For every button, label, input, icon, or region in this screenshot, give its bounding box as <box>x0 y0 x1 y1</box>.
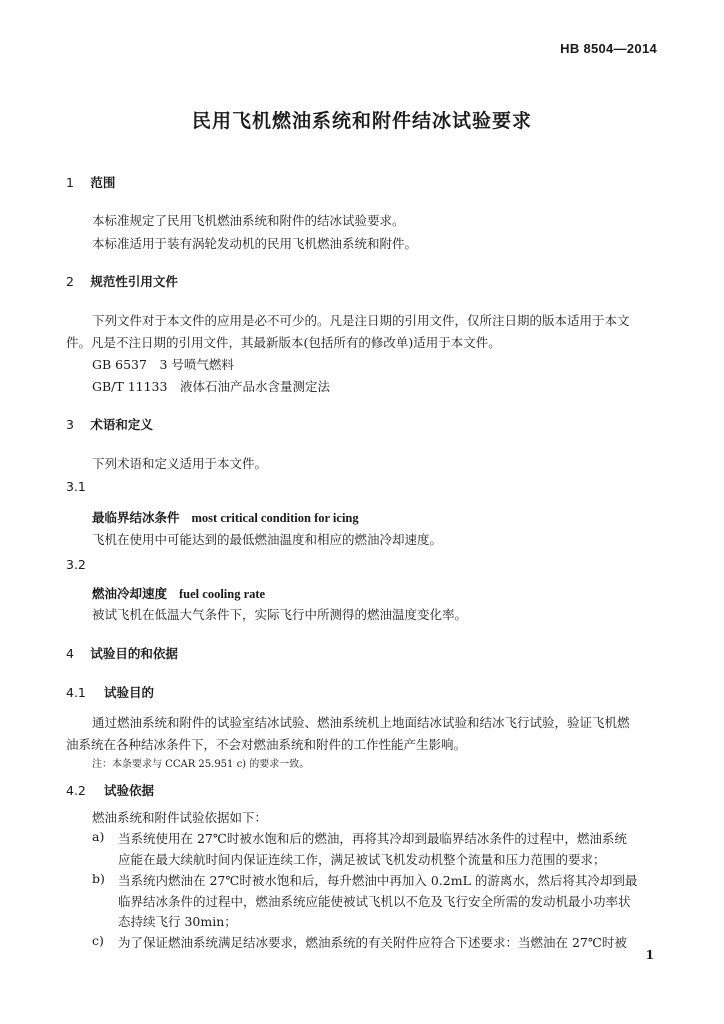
scope-paragraph-2: 本标准适用于装有涡轮发动机的民用飞机燃油系统和附件。 <box>92 236 418 251</box>
references-intro-line-2: 件。凡是不注日期的引用文件，其最新版本(包括所有的修改单)适用于本文件。 <box>66 335 501 350</box>
list-item-line: 当系统使用在 27℃时被水饱和后的燃油，再将其冷却到最临界结冰条件的过程中，燃油系统 <box>118 831 627 846</box>
term-heading <box>92 508 359 526</box>
list-marker: b) <box>92 871 105 886</box>
list-item-line: 为了保证燃油系统满足结冰要求，燃油系统的有关附件应符合下述要求：当燃油在 27℃时被 <box>118 935 627 950</box>
list-item-line: 当系统内燃油在 27℃时被水饱和后，每升燃油中再加入 0.2mL 的游离水，然后将其冷却到最 <box>118 873 638 888</box>
section-label: 术语和定义 <box>90 417 153 432</box>
note-text: 注：本条要求与 CCAR 25.951 c) 的要求一致。 <box>92 759 310 770</box>
purpose-paragraph-line-1: 通过燃油系统和附件的试验室结冰试验、燃油系统机上地面结冰试验和结冰飞行试验，验证飞机燃 <box>92 715 630 730</box>
terms-intro: 下列术语和定义适用于本文件。 <box>92 456 268 471</box>
term-chinese: 燃油冷却速度 <box>92 586 168 601</box>
subsection-label: 试验依据 <box>103 783 154 798</box>
references-intro-line-1: 下列文件对于本文件的应用是必不可少的。凡是注日期的引用文件，仅所注日期的版本适用于本文 <box>92 313 630 328</box>
term-english: fuel cooling rate <box>179 587 266 601</box>
subsection-4-1-heading <box>66 683 154 701</box>
term-definition: 飞机在使用中可能达到的最低燃油温度和相应的燃油冷却速度。 <box>92 532 443 547</box>
page-number: 1 <box>645 948 654 962</box>
basis-intro: 燃油系统和附件试验依据如下： <box>92 810 268 825</box>
subsection-label: 试验目的 <box>103 685 154 700</box>
term-chinese: 最临界结冰条件 <box>92 510 180 525</box>
term-definition: 被试飞机在低温大气条件下，实际飞行中所测得的燃油温度变化率。 <box>92 607 468 622</box>
term-english: most critical condition for icing <box>191 511 359 525</box>
subsection-number: 4.1 <box>66 685 86 700</box>
list-marker: c) <box>92 933 104 948</box>
list-item-line: 应能在最大续航时间内保证连续工作，满足被试飞机发动机整个流量和压力范围的要求； <box>118 852 606 867</box>
scope-paragraph-1: 本标准规定了民用飞机燃油系统和附件的结冰试验要求。 <box>92 213 405 228</box>
purpose-paragraph-line-2: 油系统在各种结冰条件下，不会对燃油系统和附件的工作性能产生影响。 <box>66 737 467 752</box>
reference-item: GB 6537 3 号喷气燃料 <box>92 357 234 372</box>
term-number: 3.2 <box>66 557 86 572</box>
subsection-number: 4.2 <box>66 783 86 798</box>
list-item <box>92 871 638 889</box>
list-item-line: 态持续飞行 30min； <box>118 914 237 929</box>
section-label: 范围 <box>90 175 116 190</box>
document-code: HB 8504—2014 <box>560 41 657 56</box>
list-item-line: 临界结冰条件的过程中，燃油系统应能使被试飞机以不危及飞行安全所需的发动机最小功率状 <box>118 894 631 909</box>
section-label: 试验目的和依据 <box>90 646 178 661</box>
section-number: 2 <box>66 274 74 289</box>
section-label: 规范性引用文件 <box>90 274 178 289</box>
list-item <box>92 933 627 951</box>
section-2-heading <box>66 272 178 290</box>
subsection-4-2-heading <box>66 781 154 799</box>
term-heading <box>92 584 265 602</box>
section-3-heading <box>66 415 153 433</box>
document-title: 民用飞机燃油系统和附件结冰试验要求 <box>191 110 532 132</box>
section-number: 1 <box>66 175 74 190</box>
section-number: 3 <box>66 417 74 432</box>
reference-item: GB/T 11133 液体石油产品水含量测定法 <box>92 379 330 394</box>
section-4-heading <box>66 644 178 662</box>
list-item <box>92 829 627 847</box>
section-number: 4 <box>66 646 74 661</box>
list-marker: a) <box>92 829 105 844</box>
term-number: 3.1 <box>66 479 86 494</box>
section-1-heading <box>66 173 115 191</box>
